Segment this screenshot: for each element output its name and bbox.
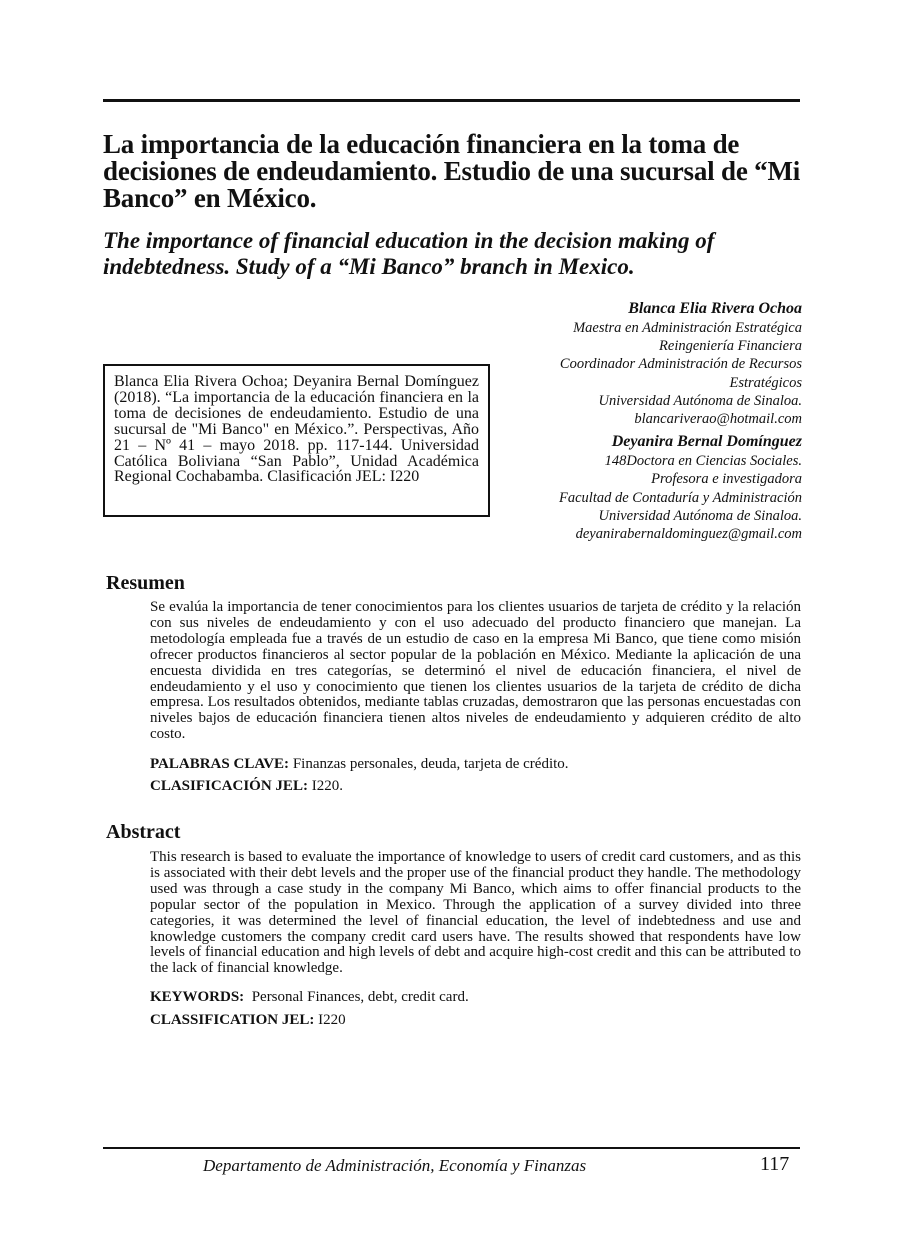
author-info bbox=[500, 298, 802, 546]
abstract-text: This research is based to evaluate the importance of knowledge to users of credit card customers, and as this is associated with their debt levels and the proper use of the financial product they handle. The methodology used was through a case study in the company Mi Banco, which aims to offer financial products to the popular sector of the population in Mexico. Through the application of a survey divided into three categories, it was determined the level of financial education, the level of indebtedness and use and knowledge customers the company credit card users have. The results showed that respondents have low levels of financial education and high levels of debt and acquire high-cost credit and this can be attributed to the lack of financial knowledge. bbox=[150, 849, 801, 977]
abstract-heading: Abstract bbox=[106, 821, 181, 843]
classification-value: I220 bbox=[318, 1012, 346, 1028]
author-email[interactable]: blancariverao@hotmail.com bbox=[634, 411, 802, 428]
keywords-value: Finanzas personales, deuda, tarjeta de crédito. bbox=[292, 756, 569, 772]
author-university: Universidad Autónoma de Sinaloa. bbox=[598, 392, 802, 409]
footer-department: Departamento de Administración, Economía y Finanzas bbox=[203, 1156, 587, 1175]
citation-box: Blanca Elia Rivera Ochoa; Deyanira Bernal Domínguez (2018). “La importancia de la educación financiera en la toma de decisiones de endeudamiento. Estudio de una sucursal de "Mi Banco" en México.”. Perspectivas, Año 21 – Nº 41 – mayo 2018. pp. 117-144. Universidad Católica Boliviana “San Pablo”, Unidad Académica Regional Cochabamba. Clasificación JEL: I220 bbox=[103, 364, 490, 517]
classification-spanish bbox=[150, 778, 343, 795]
author-position: Profesora e investigadora bbox=[651, 471, 802, 488]
author-specialty: Reingeniería Financiera bbox=[659, 338, 802, 355]
page-number: 117 bbox=[760, 1153, 790, 1175]
classification-english bbox=[150, 1012, 346, 1029]
author-faculty: Facultad de Contaduría y Administración bbox=[559, 489, 802, 506]
author-position: Coordinador Administración de Recursos bbox=[559, 356, 802, 373]
keywords-label: PALABRAS CLAVE: bbox=[150, 756, 290, 772]
resumen-text: Se evalúa la importancia de tener conocimientos para los clientes usuarios de tarjeta de crédito y la relación con sus niveles de endeudamiento y con el uso adecuado del producto financiero que manejan. La metodología empleada fue a través de un estudio de caso en la empresa Mi Banco, que tiene como misión ofrecer productos financieros al sector popular de la población en México. Mediante la aplicación de una encuesta dividida en tres categorías, se determinó el nivel de educación financiera, el nivel de endeudamiento y el uso y conocimiento que tienen los clientes usuarios de la tarjeta de crédito de dicha empresa. Los resultados obtenidos, mediante tablas cruzadas, demostraron que las personas encuestadas con niveles bajos de educación financiera tienen altos niveles de endeudamiento y adquieren crédito de alto costo. bbox=[150, 599, 801, 743]
keywords-value: Personal Finances, debt, credit card. bbox=[251, 989, 469, 1005]
article-title-english: The importance of financial education in the decision making of indebtedness. Study of a “Mi Banco” branch in Mexico. bbox=[103, 228, 715, 279]
author-name: Deyanira Bernal Domínguez bbox=[611, 433, 802, 451]
classification-value: I220. bbox=[311, 778, 343, 794]
keywords-label: KEYWORDS: bbox=[150, 989, 245, 1005]
author-degree: Maestra en Administración Estratégica bbox=[573, 320, 802, 336]
author-university: Universidad Autónoma de Sinaloa. bbox=[598, 507, 802, 524]
top-rule bbox=[103, 99, 800, 102]
classification-label: CLASSIFICATION JEL: bbox=[150, 1012, 315, 1028]
keywords-english bbox=[150, 989, 469, 1006]
author-block bbox=[500, 431, 802, 543]
author-block bbox=[500, 298, 802, 428]
classification-label: CLASIFICACIÓN JEL: bbox=[150, 778, 308, 794]
author-position-cont: Estratégicos bbox=[729, 374, 802, 391]
resumen-heading: Resumen bbox=[106, 572, 185, 594]
article-title-spanish: La importancia de la educación financiera en la toma de decisiones de endeudamiento. Estudio de una sucursal de “Mi Banco” en México. bbox=[103, 129, 801, 213]
keywords-spanish bbox=[150, 756, 569, 773]
author-name: Blanca Elia Rivera Ochoa bbox=[628, 300, 802, 317]
author-email[interactable]: deyanirabernaldominguez@gmail.com bbox=[575, 526, 802, 543]
bottom-rule bbox=[103, 1147, 800, 1149]
author-degree: 148Doctora en Ciencias Sociales. bbox=[604, 453, 802, 470]
